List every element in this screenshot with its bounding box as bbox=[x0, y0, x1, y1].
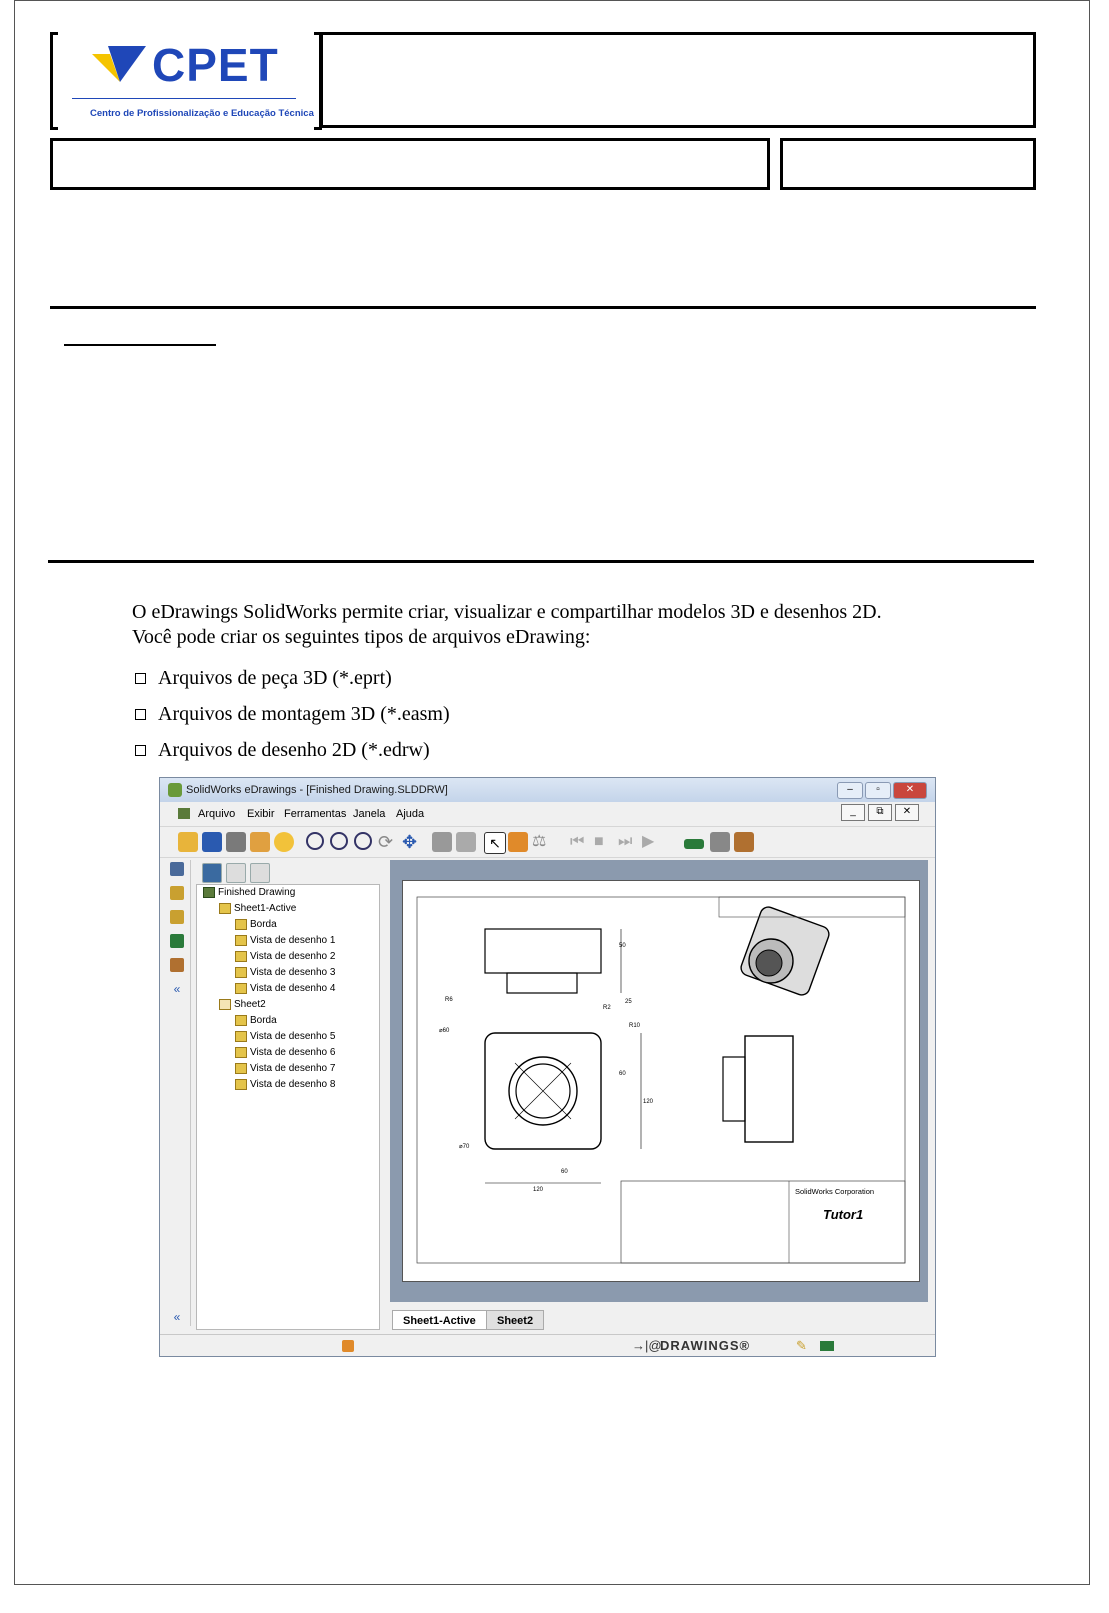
menu-ferramentas[interactable]: Ferramentas bbox=[284, 808, 347, 820]
sheet-icon bbox=[219, 903, 231, 914]
tape-icon[interactable] bbox=[684, 839, 704, 849]
window-title: SolidWorks eDrawings - [Finished Drawing.SLDDRW] bbox=[186, 784, 448, 796]
measure-tool-icon[interactable] bbox=[170, 934, 184, 948]
drawing-icon bbox=[203, 887, 215, 898]
list-item-text: Arquivos de desenho 2D (*.edrw) bbox=[158, 738, 430, 761]
section-rule-bottom bbox=[48, 560, 1034, 563]
menu-exibir[interactable]: Exibir bbox=[247, 808, 275, 820]
view-icon bbox=[235, 983, 247, 994]
checkbox-bullet-icon bbox=[135, 709, 146, 720]
toolbar bbox=[160, 826, 935, 858]
pencil-icon[interactable]: ✎ bbox=[796, 1338, 807, 1353]
intro-paragraph: O eDrawings SolidWorks permite criar, visualizar e compartilhar modelos 3D e desenhos 2D. Você pode criar os seguintes tipos de arquivos eDrawing: bbox=[132, 601, 882, 648]
view-icon bbox=[235, 1031, 247, 1042]
cpet-diamond-icon bbox=[90, 42, 148, 86]
measure-icon[interactable]: ⚖ bbox=[532, 833, 547, 850]
tab-sheet2[interactable]: Sheet2 bbox=[486, 1310, 544, 1330]
view-icon bbox=[235, 967, 247, 978]
section-rule-short bbox=[64, 344, 216, 346]
list-view-icon[interactable] bbox=[226, 863, 246, 883]
pan-icon[interactable]: ✥ bbox=[402, 832, 418, 852]
menu-janela[interactable]: Janela bbox=[353, 808, 386, 820]
collapse-bottom-icon[interactable]: « bbox=[173, 1310, 181, 1324]
components-icon[interactable] bbox=[170, 886, 184, 900]
edrawings-app-icon bbox=[168, 783, 182, 797]
tree-view-icon[interactable] bbox=[202, 863, 222, 883]
save-icon[interactable] bbox=[202, 832, 222, 852]
view-icon bbox=[235, 935, 247, 946]
doc-close-button[interactable]: ✕ bbox=[895, 804, 919, 821]
view-icon bbox=[235, 1015, 247, 1026]
view-icon bbox=[235, 1079, 247, 1090]
tree-item[interactable]: Vista de desenho 2 bbox=[235, 951, 335, 962]
view-icon bbox=[235, 1047, 247, 1058]
dim-d60: ⌀60 bbox=[439, 1028, 450, 1034]
tree-sheet1[interactable]: Sheet1-Active bbox=[219, 903, 296, 914]
logo-bracket-left bbox=[50, 32, 58, 130]
list-item bbox=[132, 696, 450, 732]
print-icon[interactable] bbox=[226, 832, 246, 852]
maximize-button[interactable]: ▫ bbox=[865, 782, 891, 799]
rss-icon[interactable] bbox=[342, 1340, 354, 1352]
status-bar bbox=[160, 1334, 935, 1357]
panel-tabs bbox=[196, 860, 396, 884]
menu-ajuda[interactable]: Ajuda bbox=[396, 808, 425, 820]
section-rule-top bbox=[50, 306, 1036, 309]
view-icon bbox=[235, 919, 247, 930]
document-controls bbox=[841, 804, 919, 821]
tree-item[interactable]: Vista de desenho 3 bbox=[235, 967, 335, 978]
perspective-icon[interactable] bbox=[456, 832, 476, 852]
close-button[interactable]: ✕ bbox=[893, 782, 927, 799]
view-icon bbox=[235, 1063, 247, 1074]
dim-50: 50 bbox=[619, 943, 626, 949]
logo-subtitle: Centro de Profissionalização e Educação Técnica bbox=[90, 108, 314, 119]
dim-120h: 120 bbox=[533, 1187, 544, 1193]
doc-minimize-button[interactable]: _ bbox=[841, 804, 865, 821]
next-icon[interactable]: ⏭ bbox=[618, 833, 633, 850]
feature-tree bbox=[196, 884, 380, 1330]
select-icon[interactable]: ↖ bbox=[484, 832, 506, 854]
stop-icon[interactable]: ■ bbox=[594, 833, 604, 850]
dim-60v: 60 bbox=[619, 1071, 626, 1077]
logo-divider bbox=[72, 98, 296, 99]
dim-120v: 120 bbox=[643, 1099, 654, 1105]
help-icon[interactable] bbox=[274, 832, 294, 852]
title-bar bbox=[160, 778, 935, 802]
dim-r6: R6 bbox=[445, 997, 453, 1003]
zoom-area-icon[interactable] bbox=[330, 832, 348, 850]
tree-item[interactable]: Vista de desenho 1 bbox=[235, 935, 335, 946]
view-icon bbox=[235, 951, 247, 962]
dim-r10: R10 bbox=[629, 1023, 641, 1029]
home-icon[interactable] bbox=[508, 832, 528, 852]
dim-60h: 60 bbox=[561, 1169, 568, 1175]
minimize-button[interactable]: – bbox=[837, 782, 863, 799]
edrawings-window bbox=[159, 777, 936, 1357]
stamp-tool-icon[interactable] bbox=[170, 958, 184, 972]
drawing-canvas[interactable] bbox=[390, 860, 928, 1302]
tree-root[interactable]: Finished Drawing bbox=[203, 887, 295, 898]
tree-item[interactable]: Vista de desenho 8 bbox=[235, 1079, 335, 1090]
header-info-box bbox=[50, 138, 770, 190]
collapse-icon[interactable]: « bbox=[173, 982, 181, 996]
checkbox-bullet-icon bbox=[135, 673, 146, 684]
header-page-box bbox=[780, 138, 1036, 190]
tree-item[interactable]: Vista de desenho 7 bbox=[235, 1063, 335, 1074]
thumbnail-view-icon[interactable] bbox=[250, 863, 270, 883]
tree-item[interactable]: Vista de desenho 4 bbox=[235, 983, 335, 994]
part-name: Tutor1 bbox=[823, 1207, 864, 1222]
tree-sheet2[interactable]: Sheet2 bbox=[219, 999, 266, 1010]
rotate-icon[interactable]: ⟳ bbox=[378, 832, 394, 852]
first-icon[interactable]: ⏮ bbox=[570, 833, 585, 850]
window-controls bbox=[837, 782, 927, 799]
file-type-list bbox=[132, 660, 450, 768]
company-name: SolidWorks Corporation bbox=[795, 1187, 875, 1196]
markup-pen-icon[interactable] bbox=[170, 910, 184, 924]
drawings-logo: DRAWINGS® bbox=[660, 1338, 751, 1353]
tab-sheet1[interactable]: Sheet1-Active bbox=[392, 1310, 487, 1330]
shaded-icon[interactable] bbox=[432, 832, 452, 852]
tree-item[interactable]: Borda bbox=[235, 1015, 277, 1026]
list-item bbox=[132, 732, 450, 768]
sheets-icon[interactable] bbox=[170, 862, 184, 876]
logo-text: CPET bbox=[152, 39, 279, 91]
markup-icon[interactable] bbox=[710, 832, 730, 852]
tree-item[interactable]: Vista de desenho 6 bbox=[235, 1047, 335, 1058]
checkbox-bullet-icon bbox=[135, 745, 146, 756]
menu-bar bbox=[160, 804, 935, 824]
dim-25: 25 bbox=[625, 999, 632, 1005]
list-item bbox=[132, 660, 450, 696]
cpet-logo bbox=[50, 32, 318, 130]
tape-measure-icon[interactable] bbox=[820, 1341, 834, 1351]
zoom-fit-icon[interactable] bbox=[306, 832, 324, 850]
header-title-box bbox=[320, 32, 1036, 128]
edrawings-logo-icon: →|@ bbox=[632, 1338, 662, 1353]
dim-r2: R2 bbox=[603, 1005, 611, 1011]
sheet-icon bbox=[219, 999, 231, 1010]
tree-item[interactable]: Vista de desenho 5 bbox=[235, 1031, 335, 1042]
list-item-text: Arquivos de peça 3D (*.eprt) bbox=[158, 666, 392, 689]
zoom-icon[interactable] bbox=[354, 832, 372, 850]
doc-icon bbox=[178, 808, 190, 819]
drawing-sheet bbox=[402, 880, 920, 1282]
sheet-tabs bbox=[390, 1308, 928, 1332]
stamp-icon[interactable] bbox=[734, 832, 754, 852]
doc-restore-button[interactable]: ⧉ bbox=[868, 804, 892, 821]
dim-d70: ⌀70 bbox=[459, 1144, 470, 1150]
tree-item[interactable]: Borda bbox=[235, 919, 277, 930]
menu-arquivo[interactable]: Arquivo bbox=[198, 808, 236, 820]
left-icon-strip bbox=[166, 860, 191, 1326]
play-icon[interactable]: ▶ bbox=[642, 833, 655, 850]
send-icon[interactable] bbox=[250, 832, 270, 852]
open-icon[interactable] bbox=[178, 832, 198, 852]
list-item-text: Arquivos de montagem 3D (*.easm) bbox=[158, 702, 450, 725]
